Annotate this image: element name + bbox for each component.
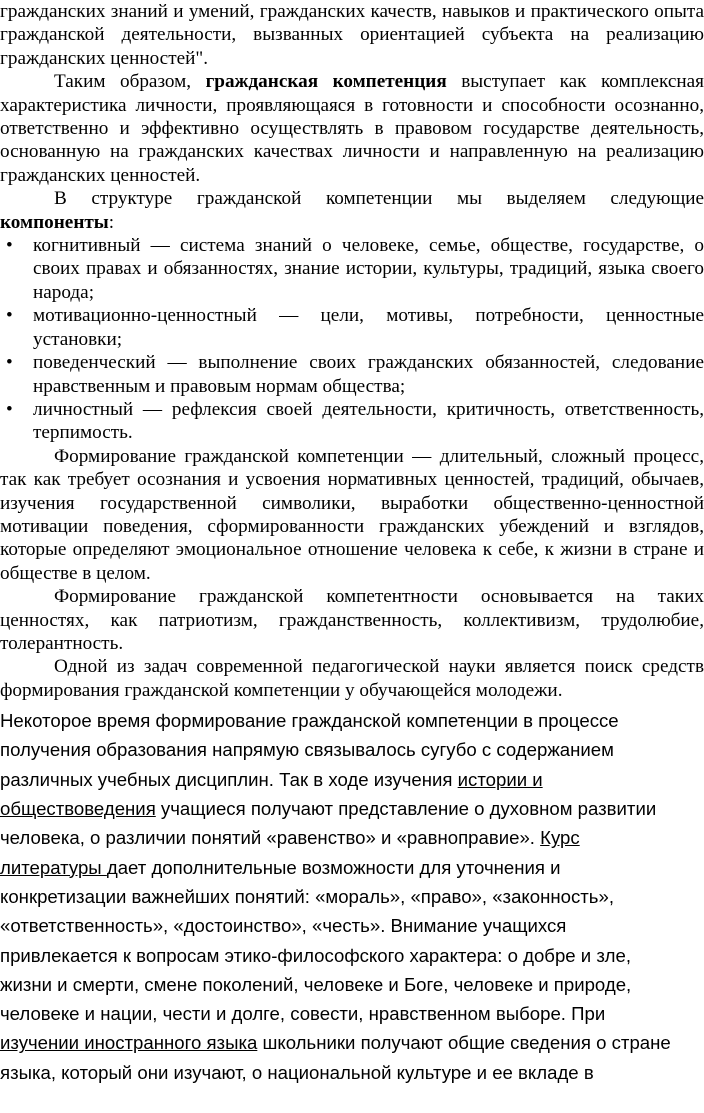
- list-item-behavioral: [0, 351, 704, 398]
- text-line: жизни и смерти, смене поколений, человеке и Боге, человеке и природе,: [0, 973, 632, 995]
- paragraph-4: Формирование гражданской компетенции — длительный, сложный процесс, так как требует осознания и усвоения нормативных ценностей, традиций, обычаев, изучения государственной символики, выработки общественно-ценностной мотивации поведения, сформированности гражданских убеждений и взглядов, которые определяют эмоциональное отношение человека к себе, к жизни в стране и обществе в целом.: [0, 445, 704, 584]
- text-line: [0, 1028, 704, 1057]
- list-item-text: мотивационно-ценностный — цели, мотивы, потребности, ценностные установки;: [33, 305, 704, 350]
- link-history[interactable]: истории и: [457, 768, 543, 790]
- bullet-icon: •: [6, 352, 13, 374]
- text-line: «ответственность», «достоинство», «честь». Внимание учащихся: [0, 915, 567, 937]
- paragraph-1: гражданских знаний и умений, гражданских качеств, навыков и практического опыта гражданской деятельности, вызванных ориентацией субъекта на реализацию гражданских ценностей".: [0, 1, 704, 69]
- paragraph-3-colon: :: [108, 211, 115, 233]
- text-line: Некоторое время формирование гражданской компетенции в процессе: [0, 710, 619, 732]
- text-line: [0, 794, 704, 823]
- paragraph-3-lead: В структуре гражданской компетенции мы выделяем следующие: [54, 188, 704, 210]
- text-line: человеке и нации, чести и долге, совести, нравственном выборе. При: [0, 1003, 606, 1025]
- text-fragment: человека, о различии понятий «равенство» и «равноправие».: [0, 827, 541, 849]
- bullet-icon: •: [6, 235, 13, 257]
- text-line: получения образования напрямую связывалось сугубо с содержанием: [0, 739, 614, 761]
- term-components: компоненты: [0, 211, 109, 233]
- bullet-icon: •: [6, 398, 13, 420]
- link-social-studies[interactable]: обществоведения: [0, 798, 156, 820]
- text-fragment: школьники получают общие сведения о стране: [257, 1032, 671, 1054]
- text-fragment: дает дополнительные возможности для уточнения и: [106, 856, 561, 878]
- list-item-personal: [0, 398, 704, 445]
- list-item-text: личностный — рефлексия своей деятельности, критичность, ответственность, терпимость.: [33, 398, 704, 444]
- paragraph-2: [0, 70, 704, 187]
- text-line: конкретизации важнейших понятий: «мораль», «право», «законность»,: [0, 885, 614, 907]
- paragraph-3: [0, 187, 704, 234]
- paragraph-2-lead: Таким образом,: [54, 71, 206, 93]
- text-fragment: различных учебных дисциплин. Так в ходе изучения: [0, 768, 458, 790]
- list-item-text: когнитивный — система знаний о человеке, семье, обществе, государстве, о своих правах и обязанностях, знание истории, культуры, традиций, языка своего народа;: [33, 235, 704, 303]
- sans-section: [0, 706, 704, 1087]
- list-item-motivational: [0, 304, 704, 351]
- bullet-icon: •: [6, 305, 13, 327]
- link-foreign-language[interactable]: изучении иностранного языка: [0, 1032, 258, 1054]
- paragraph-2-body: выступает как комплексная характеристика личности, проявляющаяся в готовности и способности осознанно, ответственно и эффективно осуществлять в правовом государстве деятельность, основанную на гражданских качествах личности и направленную на реализацию гражданских ценностей.: [0, 71, 704, 186]
- list-item-text: поведенческий — выполнение своих гражданских обязанностей, следование нравственным и правовым нормам общества;: [33, 352, 704, 397]
- paragraph-5: Формирование гражданской компетентности основывается на таких ценностях, как патриотизм, гражданственность, коллективизм, трудолюбие, толерантность.: [0, 586, 704, 654]
- term-civic-competence: гражданская компетенция: [205, 71, 447, 93]
- link-literature[interactable]: литературы: [0, 856, 107, 878]
- list-item-cognitive: [0, 234, 704, 304]
- text-fragment: учащиеся получают представление о духовном развитии: [155, 798, 657, 820]
- text-line: [0, 853, 704, 882]
- text-line: [0, 765, 704, 794]
- link-literature-course[interactable]: Курс: [540, 827, 580, 849]
- text-line: [0, 823, 704, 852]
- paragraph-6: Одной из задач современной педагогической науки является поиск средств формирования гражданской компетенции у обучающейся молодежи.: [0, 656, 704, 701]
- text-line: привлекается к вопросам этико-философского характера: о добре и зле,: [0, 944, 632, 966]
- text-line: языка, который они изучают, о национальной культуре и ее вкладе в: [0, 1061, 594, 1083]
